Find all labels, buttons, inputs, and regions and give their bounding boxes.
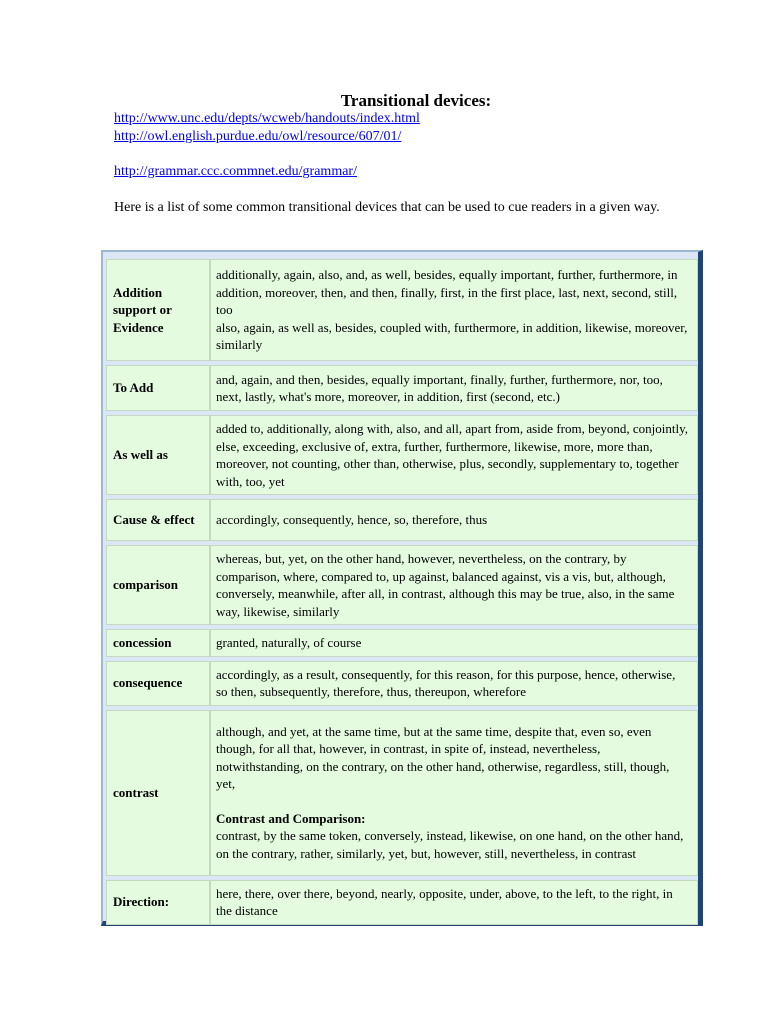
row-text-secondary: also, again, as well as, besides, coupled with, furthermore, in addition, likewise, moreover, similarly — [216, 319, 688, 353]
row-text: although, and yet, at the same time, but at the same time, despite that, even so, even though, for all that, however, in contrast, in spite of, instead, nevertheless, notwithstanding, on the contrary, on the other hand, otherwise, regardless, still, though, yet, — [216, 723, 670, 792]
row-description: granted, naturally, of course — [210, 629, 698, 657]
row-description — [210, 710, 698, 876]
row-description: accordingly, as a result, consequently, for this reason, for this purpose, hence, otherwise, so then, subsequently, therefore, thus, thereupon, wherefore — [210, 661, 698, 706]
link-unc[interactable]: http://www.unc.edu/depts/wcweb/handouts/index.html — [114, 111, 420, 126]
row-description: here, there, over there, beyond, nearly, opposite, under, above, to the left, to the right, in the distance — [210, 880, 698, 925]
link-purdue-owl[interactable]: http://owl.english.purdue.edu/owl/resource/607/01/ — [114, 129, 402, 144]
link-grammar-ccc[interactable]: http://grammar.ccc.commnet.edu/grammar/ — [114, 164, 357, 179]
row-label: To Add — [106, 365, 210, 411]
reference-links — [114, 110, 420, 181]
row-label: Addition support or Evidence — [106, 259, 210, 361]
table-row — [106, 545, 698, 625]
table-row — [106, 415, 698, 495]
row-description: and, again, and then, besides, equally important, finally, further, furthermore, nor, too, next, lastly, what's more, moreover, in addition, first (second, etc.) — [210, 365, 698, 411]
transitions-table — [106, 255, 698, 929]
spacer — [114, 146, 420, 163]
row-label: Cause & effect — [106, 499, 210, 541]
row-description: whereas, but, yet, on the other hand, however, nevertheless, on the contrary, by comparison, where, compared to, up against, balanced against, vis a vis, but, although, conversely, meanwhile, after all, in contrast, although this may be true, also, in the same way, likewise, similarly — [210, 545, 698, 625]
row-label: As well as — [106, 415, 210, 495]
table-row — [106, 661, 698, 706]
row-label: consequence — [106, 661, 210, 706]
row-label: contrast — [106, 710, 210, 876]
row-label: comparison — [106, 545, 210, 625]
table-row — [106, 710, 698, 876]
row-subheading: Contrast and Comparison: — [216, 810, 366, 826]
table-row — [106, 499, 698, 541]
intro-paragraph: Here is a list of some common transitional devices that can be used to cue readers in a given way. — [114, 200, 660, 215]
row-label: Direction: — [106, 880, 210, 925]
page-title: Transitional devices: — [340, 91, 492, 110]
table-row — [106, 365, 698, 411]
table-row — [106, 880, 698, 925]
row-label: concession — [106, 629, 210, 657]
table-row — [106, 259, 698, 361]
row-description: accordingly, consequently, hence, so, therefore, thus — [210, 499, 698, 541]
row-text: additionally, again, also, and, as well, besides, equally important, further, furthermore, in addition, moreover, then, and then, finally, first, in the first place, last, next, second, still, too — [216, 267, 678, 318]
row-description — [210, 259, 698, 361]
row-text-secondary: contrast, by the same token, conversely, instead, likewise, on one hand, on the other hand, on the contrary, rather, similarly, yet, but, however, still, nevertheless, in contrast — [216, 828, 684, 861]
row-description: added to, additionally, along with, also, and all, apart from, aside from, beyond, conjointly, else, exceeding, exclusive of, extra, further, furthermore, likewise, more, more than, moreover, not counting, other than, otherwise, plus, secondly, supplementary to, together with, too, yet — [210, 415, 698, 495]
table-row — [106, 629, 698, 657]
